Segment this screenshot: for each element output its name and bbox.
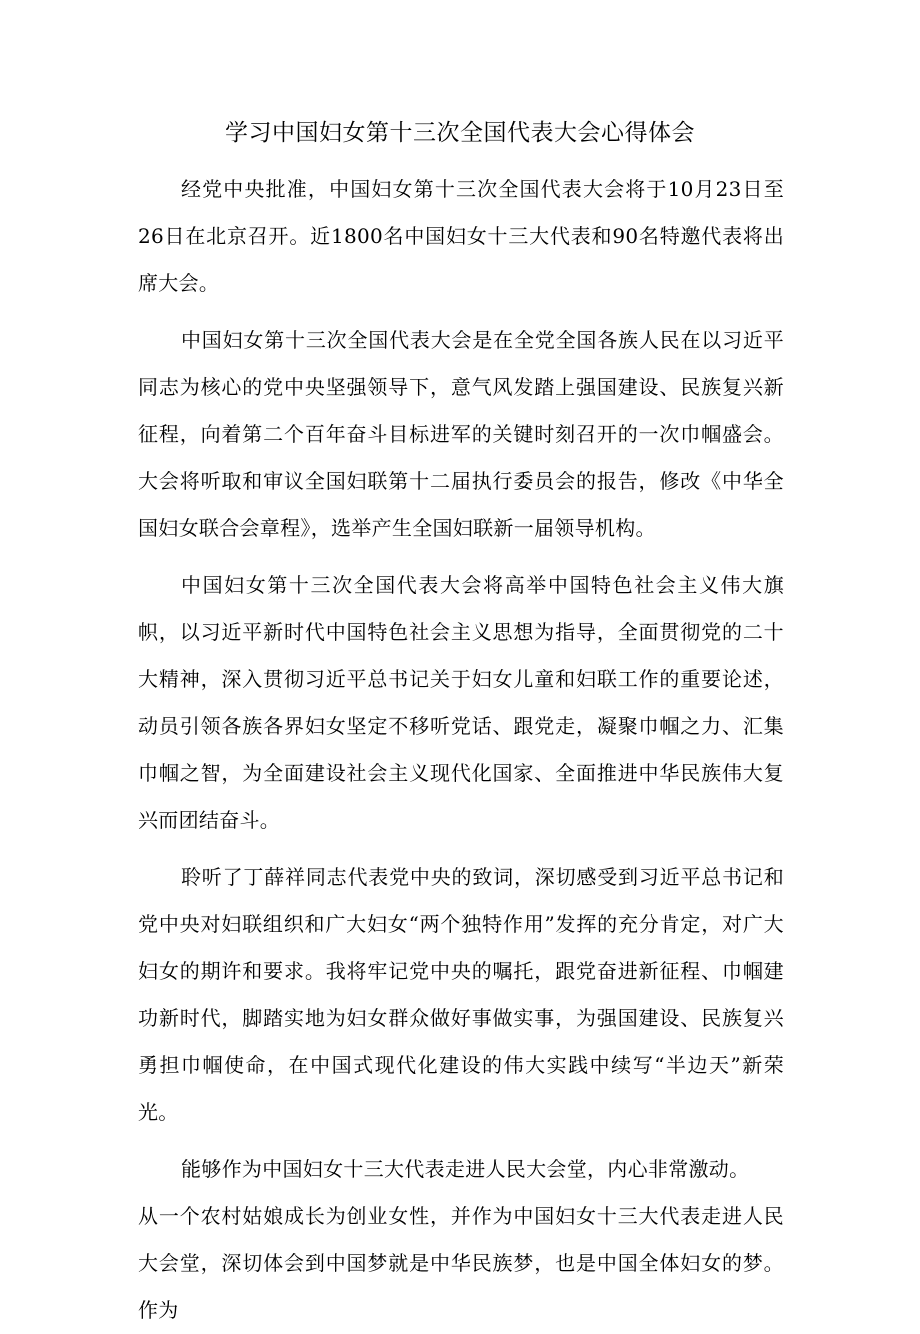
- document-title: 学习中国妇女第十三次全国代表大会心得体会: [225, 120, 695, 146]
- paragraph-6: 从一个农村姑娘成长为创业女性，并作为中国妇女十三大代表走进人民大会堂，深切体会到中国梦就是中华民族梦，也是中国全体妇女的梦。作为: [138, 1204, 784, 1322]
- document-body: [138, 166, 784, 1334]
- paragraph-5: 能够作为中国妇女十三大代表走进人民大会堂，内心非常激动。: [181, 1157, 750, 1181]
- paragraph-2: 中国妇女第十三次全国代表大会是在全党全国各族人民在以习近平同志为核心的党中央坚强领导下，意气风发踏上强国建设、民族复兴新征程，向着第二个百年奋斗目标进军的关键时刻召开的一次巾帼盛会。大会将听取和审议全国妇联第十二届执行委员会的报告，修改《中华全国妇女联合会章程》，选举产生全国妇联新一届领导机构。: [138, 328, 784, 540]
- paragraph-3: 中国妇女第十三次全国代表大会将高举中国特色社会主义伟大旗帜，以习近平新时代中国特色社会主义思想为指导，全面贯彻党的二十大精神，深入贯彻习近平总书记关于妇女儿童和妇联工作的重要论述，动员引领各族各界妇女坚定不移听党话、跟党走，凝聚巾帼之力、汇集巾帼之智，为全面建设社会主义现代化国家、全面推进中华民族伟大复兴而团结奋斗。: [138, 573, 784, 832]
- paragraph-4: 聆听了丁薛祥同志代表党中央的致词，深切感受到习近平总书记和党中央对妇联组织和广大妇女“两个独特作用”发挥的充分肯定，对广大妇女的期许和要求。我将牢记党中央的嘱托，跟党奋进新征程、巾帼建功新时代，脚踏实地为妇女群众做好事做实事，为强国建设、民族复兴勇担巾帼使命，在中国式现代化建设的伟大实践中续写“半边天”新荣光。: [138, 865, 784, 1124]
- paragraph-1: 经党中央批准，中国妇女第十三次全国代表大会将于10月23日至26日在北京召开。近1800名中国妇女十三大代表和90名特邀代表将出席大会。: [138, 177, 784, 295]
